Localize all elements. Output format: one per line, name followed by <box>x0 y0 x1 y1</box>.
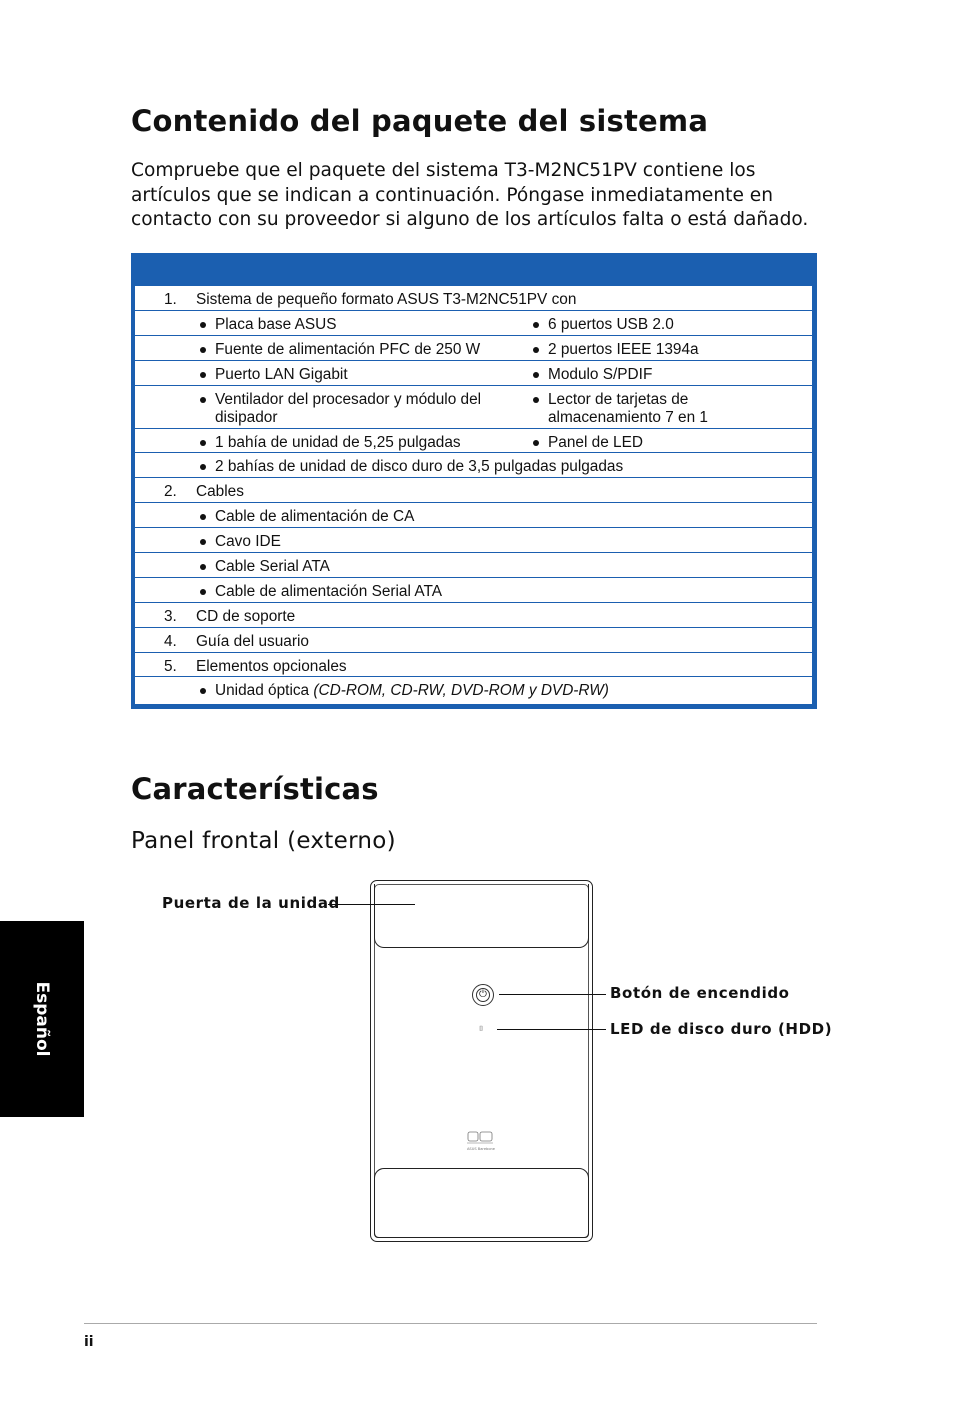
bullet-item: 1 bahía de unidad de 5,25 pulgadas <box>215 434 515 452</box>
bullet-item: Panel de LED <box>548 434 808 452</box>
power-icon: ⏻ <box>479 989 487 1000</box>
item-text: Guía del usuario <box>196 632 309 650</box>
item-text: Sistema de pequeño formato ASUS T3-M2NC51PV con <box>196 291 577 308</box>
table-row <box>135 628 812 653</box>
subsection-title-front-panel: Panel frontal (externo) <box>131 828 396 854</box>
item-text: CD de soporte <box>196 607 296 625</box>
leader-line-hdd-led <box>497 1029 606 1030</box>
section-title-features: Características <box>131 772 379 806</box>
table-row <box>135 386 812 429</box>
table-row <box>135 503 812 528</box>
item-number: 4. <box>164 632 177 650</box>
footer-divider <box>84 1323 817 1324</box>
table-row <box>135 603 812 628</box>
table-row <box>135 361 812 386</box>
lower-bay <box>374 1168 589 1238</box>
item-number: 2. <box>164 483 177 501</box>
bullet-item: Cable de alimentación Serial ATA <box>215 583 775 601</box>
table-row <box>135 286 812 311</box>
table-row <box>135 478 812 503</box>
table-row <box>135 336 812 361</box>
front-panel-diagram <box>370 880 593 1242</box>
asus-logo-icon <box>465 1131 497 1153</box>
table-row <box>135 311 812 336</box>
callout-power-button: Botón de encendido <box>610 984 790 1002</box>
package-contents-table <box>131 253 817 709</box>
intro-paragraph: Compruebe que el paquete del sistema T3-M2NC51PV contiene los artículos que se indican a continuación. Póngase inmediatamente en contacto con su proveedor si alguno de los artículos falta o está dañado. <box>131 160 809 230</box>
bullet-item: Ventilador del procesador y módulo del disipador <box>215 391 505 427</box>
item-number: 1. <box>164 291 177 308</box>
language-side-tab <box>0 921 84 1117</box>
item-text: Cables <box>196 483 244 501</box>
bullet-item: Cable Serial ATA <box>215 558 775 576</box>
bullet-item: Cavo IDE <box>215 533 775 551</box>
section-title-package-contents: Contenido del paquete del sistema <box>131 104 709 138</box>
bullet-item: 2 puertos IEEE 1394a <box>548 341 808 359</box>
bullet-item: Cable de alimentación de CA <box>215 508 775 526</box>
table-body <box>135 286 812 704</box>
callout-drive-door: Puerta de la unidad <box>162 894 340 912</box>
table-row <box>135 429 812 454</box>
leader-line-drive-door <box>328 904 415 905</box>
item-number: 3. <box>164 607 177 625</box>
bullet-item: Modulo S/PDIF <box>548 366 808 384</box>
callout-hdd-led: LED de disco duro (HDD) <box>610 1020 833 1038</box>
hdd-led-icon: ⌷ <box>479 1025 484 1033</box>
page-number: ii <box>84 1334 94 1350</box>
table-row <box>135 677 812 702</box>
table-row <box>135 578 812 603</box>
optical-drive-label: Unidad óptica <box>215 682 310 700</box>
optical-drive-types: (CD-ROM, CD-RW, DVD-ROM y DVD-RW) <box>313 682 609 700</box>
language-label: Español <box>32 981 52 1057</box>
bullet-item: Puerto LAN Gigabit <box>215 366 515 384</box>
table-row <box>135 553 812 578</box>
bullet-item: 6 puertos USB 2.0 <box>548 316 808 334</box>
item-number: 5. <box>164 657 177 675</box>
bullet-item: 2 bahías de unidad de disco duro de 3,5 pulgadas pulgadas <box>215 458 775 476</box>
table-row <box>135 453 812 478</box>
item-text: Elementos opcionales <box>196 657 347 675</box>
bullet-item: Fuente de alimentación PFC de 250 W <box>215 341 515 359</box>
power-button-graphic <box>472 984 494 1006</box>
table-row <box>135 528 812 553</box>
logo-text: ASUS Barebone <box>466 1147 496 1151</box>
leader-line-power-button <box>499 994 606 995</box>
bullet-item: Lector de tarjetas de almacenamiento 7 en 1 <box>548 391 748 427</box>
table-row <box>135 653 812 678</box>
drive-door <box>374 884 589 948</box>
bullet-item: Placa base ASUS <box>215 316 515 334</box>
bullet-item <box>215 682 775 700</box>
